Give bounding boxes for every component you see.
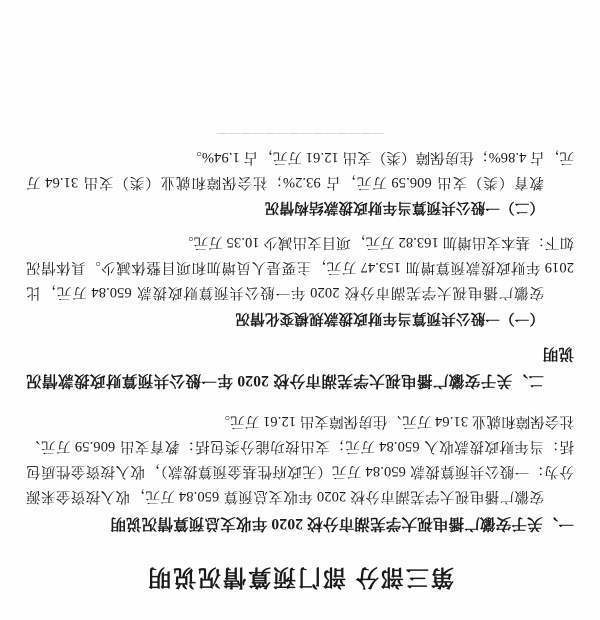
page-title: 第三部分 部门预算情况说明 (146, 565, 454, 590)
section-1-paragraph-1: 安徽广播电视大学芜湖市分校 2020 年收支总预算 650.84 万元，收入按资金来源分为：一般公共预算拨款 650.84 万元（无政府性基金预算拨款），收入按资金性质包括：当年财政拨款收入 650.84 万元；支出按功能分类包括：教育支出 606.59 万元、社会保障和就业 31.64 万元、住房保障支出 12.61 万元。 (26, 413, 574, 504)
subsection-heading-2-1: （一）一般公共预算当年财政拨款规模变化情况 (235, 309, 544, 326)
subsection-2-1-paragraph-1: 安徽广播电视大学芜湖市分校 2020 年一般公共预算财政拨款 650.84 万元，比 2019 年财政拨款预算增加 153.47 万元，主要是人员增加和项目整体减少。具体情况如下：基本支出增加 163.82 万元，项目支出减少 10.35 万元。 (26, 234, 574, 301)
subsection-2-2-paragraph-1: 教育（类）支出 606.59 万元，占 93.2%；社会保障和就业（类）支出 31.64 万元，占 4.86%；住房保障（类）支出 12.61 万元，占 1.94%。 (26, 148, 574, 190)
section-heading-1: 一、关于安徽广播电视大学芜湖市分校 2020 年收支总预算情况说明 (110, 515, 574, 532)
section-heading-2: 二、关于安徽广播电视大学芜湖市分校 2020 年一般公共预算财政拨款情况说明 (26, 345, 574, 390)
footer-rule: —————————————— (216, 127, 384, 140)
subsection-heading-2-2: （二）一般公共预算当年财政拨款结构情况 (264, 199, 544, 216)
